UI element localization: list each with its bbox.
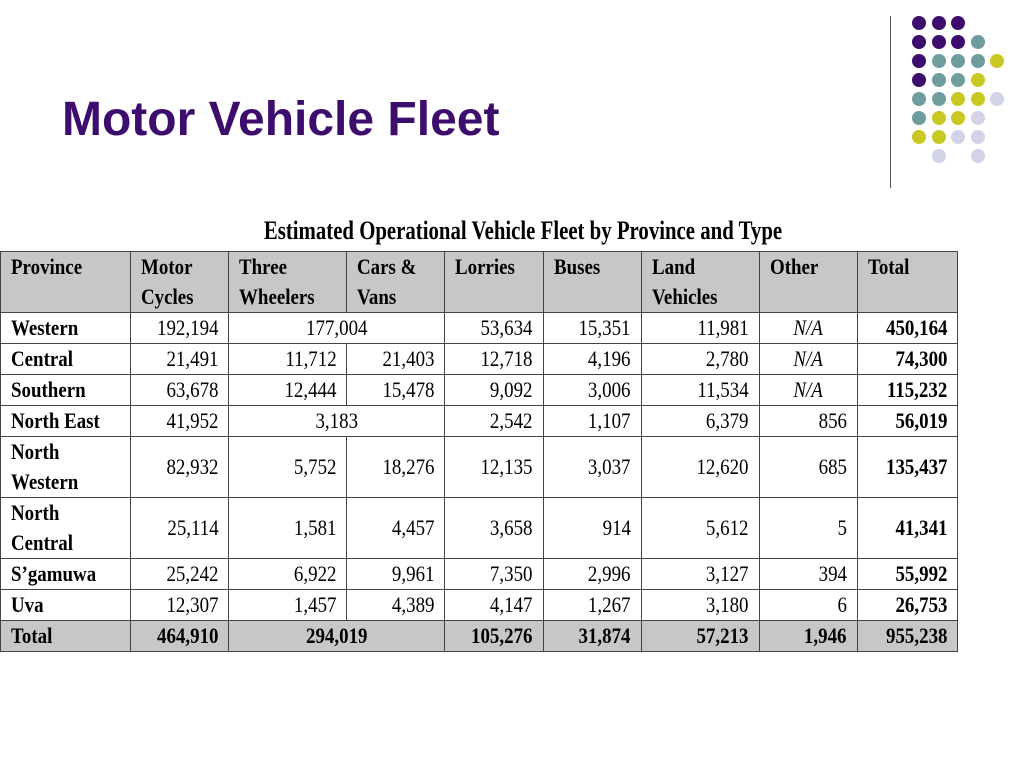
header-cars-vans: Cars & Vans: [347, 252, 445, 313]
decorative-dot: [932, 73, 946, 87]
decorative-dot: [932, 111, 946, 125]
cars-vans-cell: 15,478: [347, 375, 445, 406]
decorative-dot: [932, 149, 946, 163]
decorative-dot: [971, 73, 985, 87]
decorative-dot: [912, 35, 926, 49]
buses-cell: 2,996: [543, 559, 641, 590]
province-cell: Uva: [1, 590, 131, 621]
three-wheelers-cell: 1,581: [229, 498, 347, 559]
province-cell: Western: [1, 313, 131, 344]
lorries-cell: 7,350: [445, 559, 543, 590]
three-wheelers-cell: 6,922: [229, 559, 347, 590]
total-cell: 135,437: [857, 437, 957, 498]
total-cell: 55,992: [857, 559, 957, 590]
header-total: Total: [857, 252, 957, 313]
slide-title: Motor Vehicle Fleet: [62, 93, 500, 146]
three-wheelers-cars-cell: 3,183: [229, 406, 445, 437]
buses-cell: 15,351: [543, 313, 641, 344]
decorative-dot: [951, 16, 965, 30]
decorative-dot: [971, 35, 985, 49]
table-row: [1, 313, 958, 344]
cars-vans-cell: 4,457: [347, 498, 445, 559]
lorries-cell: 12,718: [445, 344, 543, 375]
decorative-dot: [990, 92, 1004, 106]
table-row: [1, 437, 958, 498]
decorative-dot: [951, 130, 965, 144]
table-caption: Estimated Operational Vehicle Fleet by Province and Type: [263, 216, 783, 245]
lorries-cell: 4,147: [445, 590, 543, 621]
header-land-vehicles: Land Vehicles: [641, 252, 759, 313]
other-cell: 685: [759, 437, 857, 498]
total-cell: 41,341: [857, 498, 957, 559]
land-vehicles-cell: 57,213: [641, 621, 759, 652]
province-cell: Central: [1, 344, 131, 375]
motor-cycles-cell: 12,307: [131, 590, 229, 621]
lorries-cell: 3,658: [445, 498, 543, 559]
motor-cycles-cell: 41,952: [131, 406, 229, 437]
three-wheelers-cell: 12,444: [229, 375, 347, 406]
header-other: Other: [759, 252, 857, 313]
decorative-dot: [912, 54, 926, 68]
other-cell: 856: [759, 406, 857, 437]
decorative-dot: [932, 35, 946, 49]
three-wheelers-cell: 1,457: [229, 590, 347, 621]
lorries-cell: 53,634: [445, 313, 543, 344]
lorries-cell: 9,092: [445, 375, 543, 406]
decorative-dot: [912, 73, 926, 87]
land-vehicles-cell: 3,127: [641, 559, 759, 590]
decorative-dot: [932, 54, 946, 68]
header-three-wheelers: Three Wheelers: [229, 252, 347, 313]
total-cell: 74,300: [857, 344, 957, 375]
decorative-dot: [951, 111, 965, 125]
decorative-dot: [951, 35, 965, 49]
header-province: Province: [1, 252, 131, 313]
table-row: [1, 375, 958, 406]
table-total-row: [1, 621, 958, 652]
motor-cycles-cell: 25,242: [131, 559, 229, 590]
land-vehicles-cell: 11,981: [641, 313, 759, 344]
buses-cell: 1,107: [543, 406, 641, 437]
motor-cycles-cell: 25,114: [131, 498, 229, 559]
other-cell: N/A: [759, 344, 857, 375]
lorries-cell: 12,135: [445, 437, 543, 498]
province-cell: North Central: [1, 498, 131, 559]
motor-cycles-cell: 63,678: [131, 375, 229, 406]
motor-cycles-cell: 192,194: [131, 313, 229, 344]
buses-cell: 1,267: [543, 590, 641, 621]
decorative-dot: [971, 111, 985, 125]
vehicle-fleet-table: [0, 251, 958, 652]
decorative-dot: [971, 130, 985, 144]
cars-vans-cell: 4,389: [347, 590, 445, 621]
other-cell: N/A: [759, 375, 857, 406]
buses-cell: 31,874: [543, 621, 641, 652]
total-cell: 955,238: [857, 621, 957, 652]
table-row: [1, 559, 958, 590]
decorative-dot: [912, 16, 926, 30]
total-cell: 115,232: [857, 375, 957, 406]
other-cell: 6: [759, 590, 857, 621]
decorative-dot: [912, 92, 926, 106]
table-row: [1, 344, 958, 375]
cars-vans-cell: 9,961: [347, 559, 445, 590]
land-vehicles-cell: 2,780: [641, 344, 759, 375]
decorative-dot: [951, 73, 965, 87]
lorries-cell: 2,542: [445, 406, 543, 437]
header-motor-cycles: Motor Cycles: [131, 252, 229, 313]
land-vehicles-cell: 6,379: [641, 406, 759, 437]
motor-cycles-cell: 464,910: [131, 621, 229, 652]
land-vehicles-cell: 5,612: [641, 498, 759, 559]
three-wheelers-cell: 11,712: [229, 344, 347, 375]
buses-cell: 3,006: [543, 375, 641, 406]
decorative-dot: [971, 54, 985, 68]
other-cell: 394: [759, 559, 857, 590]
table-row: [1, 590, 958, 621]
decorative-dot: [932, 130, 946, 144]
table-row: [1, 406, 958, 437]
decorative-dot: [932, 16, 946, 30]
cars-vans-cell: 18,276: [347, 437, 445, 498]
decorative-dot: [912, 130, 926, 144]
table-header-row: [1, 252, 958, 313]
three-wheelers-cars-cell: 294,019: [229, 621, 445, 652]
land-vehicles-cell: 12,620: [641, 437, 759, 498]
motor-cycles-cell: 21,491: [131, 344, 229, 375]
total-cell: 450,164: [857, 313, 957, 344]
total-cell: 26,753: [857, 590, 957, 621]
three-wheelers-cars-cell: 177,004: [229, 313, 445, 344]
other-cell: 5: [759, 498, 857, 559]
buses-cell: 914: [543, 498, 641, 559]
decorative-dot: [971, 92, 985, 106]
header-buses: Buses: [543, 252, 641, 313]
total-cell: 56,019: [857, 406, 957, 437]
province-cell: Southern: [1, 375, 131, 406]
decorative-dot: [971, 149, 985, 163]
buses-cell: 3,037: [543, 437, 641, 498]
province-cell: S’gamuwa: [1, 559, 131, 590]
decorative-dot: [912, 111, 926, 125]
motor-cycles-cell: 82,932: [131, 437, 229, 498]
other-cell: 1,946: [759, 621, 857, 652]
header-lorries: Lorries: [445, 252, 543, 313]
province-cell: North Western: [1, 437, 131, 498]
province-cell: Total: [1, 621, 131, 652]
other-cell: N/A: [759, 313, 857, 344]
decorative-dot: [932, 92, 946, 106]
land-vehicles-cell: 11,534: [641, 375, 759, 406]
divider-line: [890, 16, 891, 188]
cars-vans-cell: 21,403: [347, 344, 445, 375]
three-wheelers-cell: 5,752: [229, 437, 347, 498]
decorative-dot: [990, 54, 1004, 68]
province-cell: North East: [1, 406, 131, 437]
lorries-cell: 105,276: [445, 621, 543, 652]
land-vehicles-cell: 3,180: [641, 590, 759, 621]
decorative-dot: [951, 92, 965, 106]
buses-cell: 4,196: [543, 344, 641, 375]
decorative-dot: [951, 54, 965, 68]
table-row: [1, 498, 958, 559]
